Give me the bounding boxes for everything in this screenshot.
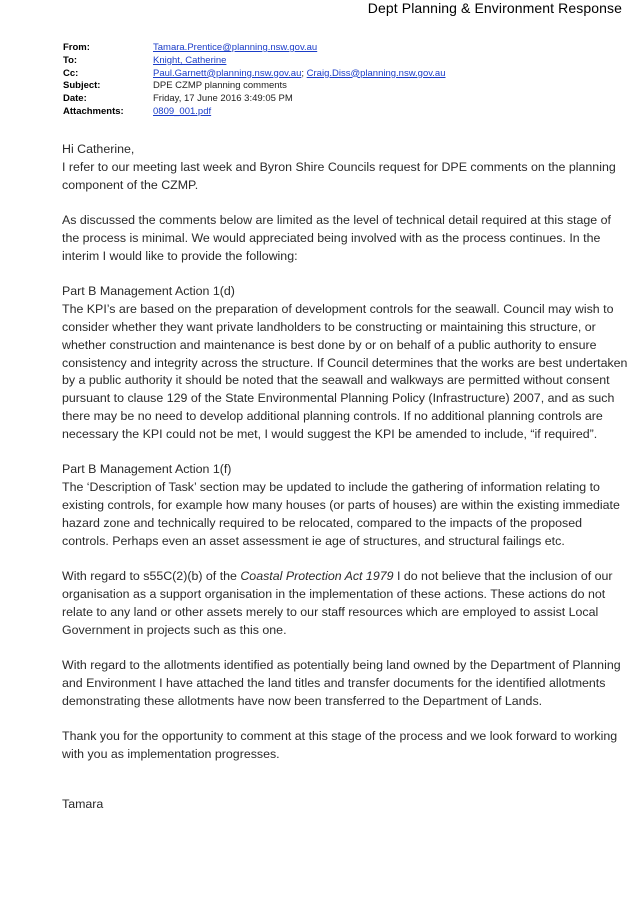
page-header: Dept Planning & Environment Response: [367, 0, 622, 16]
cc-recipient-link-1[interactable]: Paul.Garnett@planning.nsw.gov.au: [153, 67, 302, 79]
subject-row: [63, 80, 446, 93]
s55c-text-a: With regard to s55C(2)(b) of the: [62, 569, 241, 584]
email-body: [62, 141, 630, 814]
attachment-link[interactable]: 0809_001.pdf: [153, 105, 212, 117]
intro-paragraph: I refer to our meeting last week and Byron Shire Councils request for DPE comments on the planning component of the CZMP.: [62, 159, 616, 192]
subject-label: Subject:: [63, 80, 101, 92]
date-label: Date:: [63, 93, 87, 105]
act-title: Coastal Protection Act 1979: [240, 569, 394, 584]
scope-paragraph: As discussed the comments below are limited as the level of technical detail required at this stage of the process is minimal. We would appreciated being involved with as the process continues. In the interim I would like to provide the following:: [62, 213, 611, 263]
s55c-paragraph: [62, 568, 630, 639]
cc-row: [63, 68, 446, 81]
cc-recipient-link-2[interactable]: Craig.Diss@planning.nsw.gov.au: [306, 67, 446, 79]
email-headers: [63, 42, 446, 119]
action-1f-paragraph: The ‘Description of Task’ section may be updated to include the gathering of information relating to existing controls, for example how many houses (or parts of houses) are within the existing immediate hazard zone and technically required to be relocated, compared to the impacts of the proposed controls. Perhaps even an asset assessment ie age of structures, and structural failings etc.: [62, 480, 620, 548]
date-row: [63, 93, 446, 106]
section-heading-1f: Part B Management Action 1(f): [62, 462, 232, 477]
to-label: To:: [63, 54, 78, 66]
cc-separator: ;: [301, 67, 305, 79]
to-row: [63, 55, 446, 68]
attachments-label: Attachments:: [63, 105, 124, 117]
to-recipient-link[interactable]: Knight, Catherine: [153, 54, 227, 66]
signoff: Tamara: [62, 796, 104, 811]
subject-value: DPE CZMP planning comments: [153, 80, 287, 92]
from-label: From:: [63, 42, 90, 53]
action-1d-paragraph: The KPI’s are based on the preparation of development controls for the seawall. Council may wish to consider whether they want private landholders to be constructing or maintaining this structure, or whether construction and maintenance is best done by or on behalf of a public authority to ensure consistency and integrity across the structure. If Council determines that the works are best undertaken by a public authority it should be noted that the seawall and walkways are permitted without consent pursuant to clause 129 of the State Environmental Planning Policy (Infrastructure) 2007, and as such there may be no need to develop additional planning controls. If no additional planning controls are necessary the KPI could not be met, I would suggest the KPI be amended to include, “if required”.: [62, 302, 628, 441]
thanks-paragraph: Thank you for the opportunity to comment at this stage of the process and we look forward to working with you as implementation progresses.: [62, 729, 618, 762]
from-email-link[interactable]: Tamara.Prentice@planning.nsw.gov.au: [153, 42, 318, 53]
section-heading-1d: Part B Management Action 1(d): [62, 284, 235, 299]
s55c-text-b: I do not believe that the inclusion of our organisation as a support organisation in the implementation of these actions. These actions do not relate to any land or other assets merely to our staff resources which are employed to assist Local Government in projects such as this one.: [62, 569, 613, 637]
from-row: [63, 42, 446, 55]
attachments-row: [63, 106, 446, 119]
date-value: Friday, 17 June 2016 3:49:05 PM: [153, 93, 293, 105]
allotments-paragraph: With regard to the allotments identified as potentially being land owned by the Department of Planning and Environment I have attached the land titles and transfer documents for the identified allotments demonstrating these allotments have now been transferred to the Department of Lands.: [62, 658, 621, 708]
greeting: Hi Catherine,: [62, 142, 135, 156]
cc-label: Cc:: [63, 67, 79, 79]
